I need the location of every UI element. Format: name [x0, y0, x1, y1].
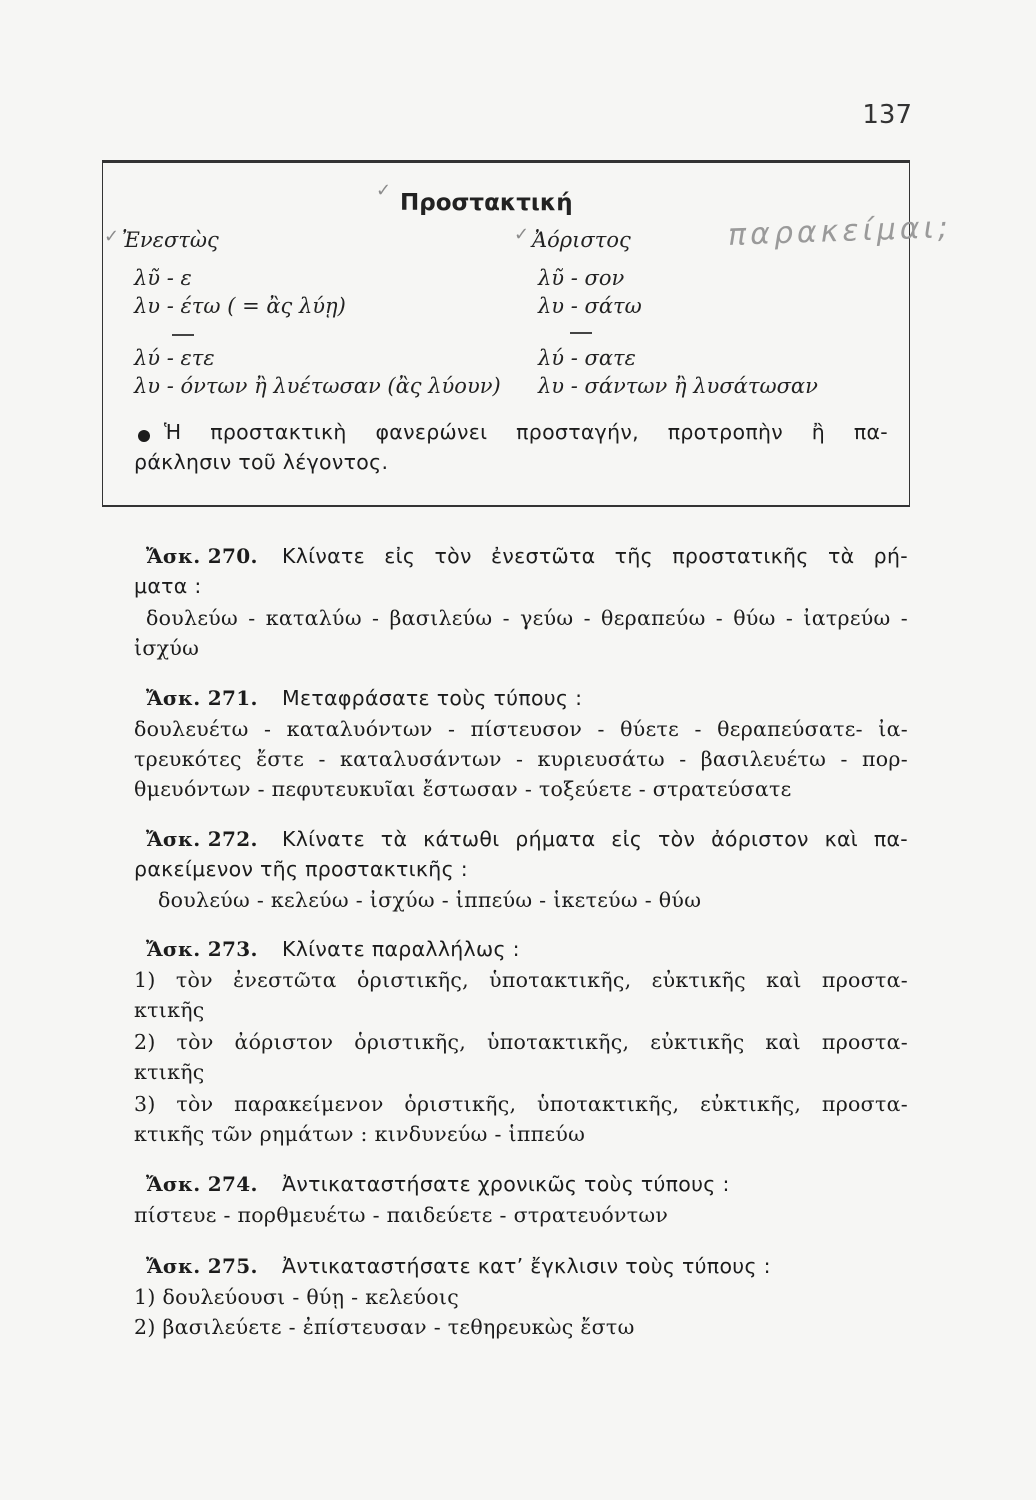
exercise-item-cont: κτικῆς τῶν ρημάτων : κινδυνεύω - ἱππεύω — [134, 1122, 586, 1146]
exercise-label: Ἄσκ. 271. — [146, 686, 258, 710]
present-form-3: λύ - ετε — [134, 346, 215, 370]
exercise-item-cont: κτικῆς — [134, 998, 205, 1022]
handwritten-note: παρακείμαι; — [727, 210, 953, 253]
note-line-1: Ἡ προστακτικὴ φανερώνει προσταγήν, προτροπὴν ἢ πα- — [164, 420, 888, 444]
exercise-item-cont: κτικῆς — [134, 1060, 205, 1084]
present-form-2: λυ - έτω ( = ἂς λύῃ) — [134, 294, 346, 318]
exercise-content: τρευκότες ἔστε - καταλυσάντων - κυριευσάτω - βασιλευέτω - πορ- — [134, 747, 908, 771]
aorist-form-4: λυ - σάντων ἢ λυσάτωσαν — [538, 374, 818, 398]
pencil-check-mark: ✓ — [376, 180, 392, 201]
exercise-item: 2) τὸν ἀόριστον ὁριστικῆς, ὑποτακτικῆς, εὐκτικῆς καὶ προστα- — [134, 1030, 908, 1054]
exercise-instruction: Ἀντικαταστήσατε κατ’ ἔγκλισιν τοὺς τύπους : — [282, 1254, 771, 1278]
aorist-form-3: λύ - σατε — [538, 346, 636, 370]
exercise-label: Ἄσκ. 274. — [146, 1172, 258, 1196]
exercise-item: 1) τὸν ἐνεστῶτα ὁριστικῆς, ὑποτακτικῆς, εὐκτικῆς καὶ προστα- — [134, 968, 908, 992]
exercise-instruction: Κλίνατε τὰ κάτωθι ρήματα εἰς τὸν ἀόριστον καὶ πα- — [282, 827, 908, 851]
present-divider — [172, 334, 194, 336]
exercise-instruction: Μεταφράσατε τοὺς τύπους : — [282, 686, 583, 710]
exercise-content-cont: ἰσχύω — [134, 636, 200, 660]
aorist-form-1: λῦ - σον — [538, 266, 625, 290]
pencil-check-mark: ✓ — [104, 226, 120, 247]
aorist-divider — [570, 332, 592, 334]
pencil-check-mark: ✓ — [514, 224, 530, 245]
aorist-form-2: λυ - σάτω — [538, 294, 642, 318]
bullet-icon — [138, 430, 150, 442]
aorist-heading: Ἀόριστος — [532, 228, 631, 252]
exercise-label: Ἄσκ. 273. — [146, 937, 258, 961]
exercise-instruction-cont: ρακείμενον τῆς προστακτικῆς : — [134, 857, 468, 881]
exercise-item: 3) τὸν παρακείμενον ὁριστικῆς, ὑποτακτικῆς, εὐκτικῆς, προστα- — [134, 1092, 908, 1116]
exercise-label: Ἄσκ. 275. — [146, 1254, 258, 1278]
exercise-instruction-cont: ματα : — [134, 574, 202, 598]
exercise-item: 2) βασιλεύετε - ἐπίστευσαν - τεθηρευκὼς ἔστω — [134, 1315, 635, 1339]
exercise-content: δουλεύω - κελεύω - ἰσχύω - ἱππεύω - ἱκετεύω - θύω — [158, 888, 702, 912]
exercise-instruction: Κλίνατε παραλλήλως : — [282, 937, 520, 961]
present-heading: Ἐνεστὼς — [122, 228, 219, 252]
box-bottom-rule — [102, 505, 910, 507]
exercise-content: δουλευέτω - καταλυόντων - πίστευσον - θύετε - θεραπεύσατε- ἰα- — [134, 717, 908, 741]
exercise-item: 1) δουλεύουσι - θύῃ - κελεύοις — [134, 1285, 459, 1309]
present-form-1: λῦ - ε — [134, 266, 192, 290]
exercise-content: θμευόντων - πεφυτευκυῖαι ἔστωσαν - τοξεύετε - στρατεύσατε — [134, 777, 792, 801]
exercise-label: Ἄσκ. 272. — [146, 827, 258, 851]
exercise-instruction: Ἀντικαταστήσατε χρονικῶς τοὺς τύπους : — [282, 1172, 730, 1196]
exercise-label: Ἄσκ. 270. — [146, 544, 258, 568]
exercise-content: δουλεύω - καταλύω - βασιλεύω - γεύω - θεραπεύω - θύω - ἰατρεύω - — [146, 606, 908, 630]
exercise-content: πίστευε - πορθμευέτω - παιδεύετε - στρατευόντων — [134, 1203, 669, 1227]
page-number: 137 — [862, 100, 912, 130]
note-line-2: ράκλησιν τοῦ λέγοντος. — [134, 450, 389, 474]
present-form-4: λυ - όντων ἢ λυέτωσαν (ἂς λύουν) — [134, 374, 501, 398]
box-title: Προστακτική — [400, 190, 573, 216]
exercise-instruction: Κλίνατε εἰς τὸν ἐνεστῶτα τῆς προστατικῆς τὰ ρή- — [282, 544, 908, 568]
